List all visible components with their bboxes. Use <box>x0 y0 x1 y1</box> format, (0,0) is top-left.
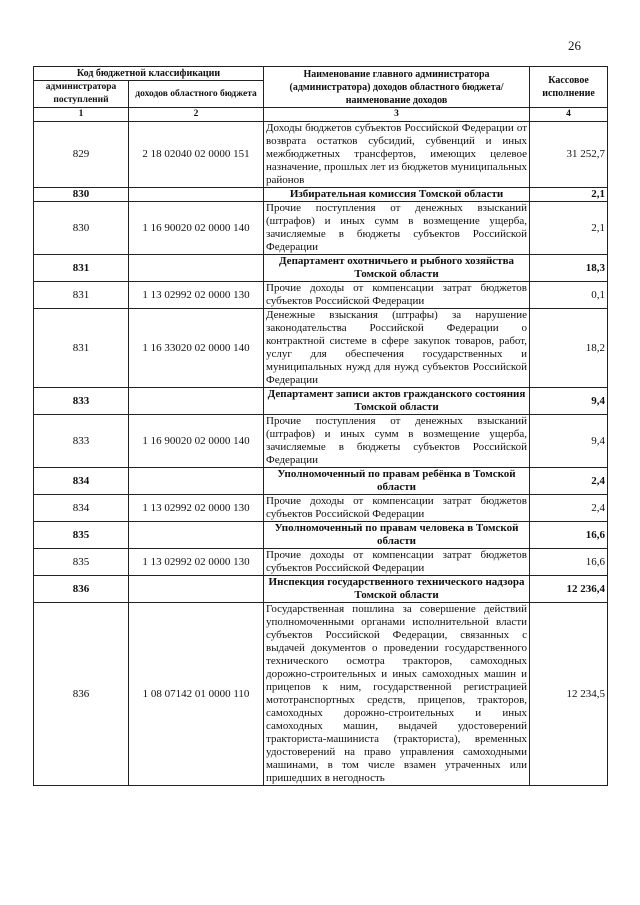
admin-code-cell: 836 <box>34 603 129 786</box>
revenue-code-cell <box>129 388 264 415</box>
amount-cell: 16,6 <box>530 522 608 549</box>
revenue-code-cell <box>129 468 264 495</box>
name-cell: Прочие доходы от компенсации затрат бюджетов субъектов Российской Федерации <box>264 282 530 309</box>
name-cell: Доходы бюджетов субъектов Российской Федерации от возврата остатков субсидий, субвенций и иных межбюджетных трансфертов, имеющих целевое назначение, прошлых лет из бюджетов муниципальных районов <box>264 122 530 188</box>
revenue-row <box>34 495 608 522</box>
revenue-code-cell: 2 18 02040 02 0000 151 <box>129 122 264 188</box>
revenue-row <box>34 603 608 786</box>
administrator-row <box>34 188 608 202</box>
column-number: 3 <box>264 108 530 122</box>
admin-code-cell: 834 <box>34 495 129 522</box>
revenue-row <box>34 122 608 188</box>
admin-code-cell: 835 <box>34 549 129 576</box>
admin-code-cell: 833 <box>34 388 129 415</box>
column-number: 1 <box>34 108 129 122</box>
table-header <box>34 67 608 122</box>
name-cell: Уполномоченный по правам ребёнка в Томской области <box>264 468 530 495</box>
name-cell: Инспекция государственного технического надзора Томской области <box>264 576 530 603</box>
revenue-code-cell: 1 13 02992 02 0000 130 <box>129 495 264 522</box>
revenue-row <box>34 415 608 468</box>
revenue-code-cell <box>129 255 264 282</box>
name-cell: Избирательная комиссия Томской области <box>264 188 530 202</box>
amount-column-header: Кассовое исполнение <box>530 67 608 108</box>
revenue-code-cell: 1 16 33020 02 0000 140 <box>129 309 264 388</box>
revenue-code-cell <box>129 522 264 549</box>
revenue-code-cell: 1 13 02992 02 0000 130 <box>129 282 264 309</box>
admin-code-cell: 830 <box>34 202 129 255</box>
admin-code-cell: 836 <box>34 576 129 603</box>
column-number: 2 <box>129 108 264 122</box>
code-column-header: доходов областного бюджета <box>129 81 264 108</box>
admin-code-cell: 833 <box>34 415 129 468</box>
revenue-code-cell <box>129 188 264 202</box>
revenue-row <box>34 309 608 388</box>
revenue-code-cell: 1 08 07142 01 0000 110 <box>129 603 264 786</box>
page-number: 26 <box>568 38 581 53</box>
amount-cell: 0,1 <box>530 282 608 309</box>
amount-cell: 31 252,7 <box>530 122 608 188</box>
admin-code-cell: 831 <box>34 282 129 309</box>
column-number: 4 <box>530 108 608 122</box>
administrator-row <box>34 522 608 549</box>
amount-cell: 2,1 <box>530 202 608 255</box>
name-cell: Прочие поступления от денежных взысканий (штрафов) и иных сумм в возмещение ущерба, зачисляемые в бюджеты субъектов Российской Федерации <box>264 202 530 255</box>
revenue-row <box>34 202 608 255</box>
table-body <box>34 122 608 786</box>
name-cell: Уполномоченный по правам человека в Томской области <box>264 522 530 549</box>
revenue-row <box>34 549 608 576</box>
name-cell: Прочие доходы от компенсации затрат бюджетов субъектов Российской Федерации <box>264 549 530 576</box>
name-cell: Прочие поступления от денежных взысканий (штрафов) и иных сумм в возмещение ущерба, зачисляемые в бюджеты субъектов Российской Федерации <box>264 415 530 468</box>
amount-cell: 18,3 <box>530 255 608 282</box>
admin-code-cell: 834 <box>34 468 129 495</box>
admin-code-cell: 831 <box>34 255 129 282</box>
administrator-row <box>34 255 608 282</box>
name-cell: Государственная пошлина за совершение действий уполномоченными органами исполнительной власти субъектов Российской Федерации, связанных с выдачей документов о проведении государственного технического осмотра тракторов, самоходных дорожно-строительных и иных самоходных машин и прицепов к ним, государственной регистрацией мототранспортных средств, прицепов, тракторов, самоходных дорожно-строительных и иных самоходных машин, выдачей удостоверений тракториста-машиниста (тракториста), временных удостоверений на право управления самоходными машинами, в том числе взамен утраченных или пришедших в негодность <box>264 603 530 786</box>
name-cell: Денежные взыскания (штрафы) за нарушение законодательства Российской Федерации о контрактной системе в сфере закупок товаров, работ, услуг для обеспечения государственных и муниципальных нужд для нужд субъектов Российской Федерации <box>264 309 530 388</box>
admin-code-cell: 829 <box>34 122 129 188</box>
admin-column-header: администратора поступлений <box>34 81 129 108</box>
name-cell: Департамент охотничьего и рыбного хозяйства Томской области <box>264 255 530 282</box>
name-cell: Департамент записи актов гражданского состояния Томской области <box>264 388 530 415</box>
amount-cell: 18,2 <box>530 309 608 388</box>
budget-table <box>33 66 608 786</box>
admin-code-cell: 835 <box>34 522 129 549</box>
amount-cell: 9,4 <box>530 388 608 415</box>
column-number-row <box>34 108 608 122</box>
amount-cell: 2,4 <box>530 495 608 522</box>
administrator-row <box>34 468 608 495</box>
revenue-code-cell <box>129 576 264 603</box>
amount-cell: 2,1 <box>530 188 608 202</box>
amount-cell: 2,4 <box>530 468 608 495</box>
amount-cell: 9,4 <box>530 415 608 468</box>
amount-cell: 16,6 <box>530 549 608 576</box>
revenue-code-cell: 1 13 02992 02 0000 130 <box>129 549 264 576</box>
revenue-code-cell: 1 16 90020 02 0000 140 <box>129 415 264 468</box>
revenue-row <box>34 282 608 309</box>
budget-classification-header: Код бюджетной классификации <box>34 67 264 81</box>
admin-code-cell: 830 <box>34 188 129 202</box>
name-column-header: Наименование главного администратора (администратора) доходов областного бюджета/ наименование доходов <box>264 67 530 108</box>
amount-cell: 12 234,5 <box>530 603 608 786</box>
revenue-code-cell: 1 16 90020 02 0000 140 <box>129 202 264 255</box>
administrator-row <box>34 576 608 603</box>
name-cell: Прочие доходы от компенсации затрат бюджетов субъектов Российской Федерации <box>264 495 530 522</box>
admin-code-cell: 831 <box>34 309 129 388</box>
administrator-row <box>34 388 608 415</box>
amount-cell: 12 236,4 <box>530 576 608 603</box>
